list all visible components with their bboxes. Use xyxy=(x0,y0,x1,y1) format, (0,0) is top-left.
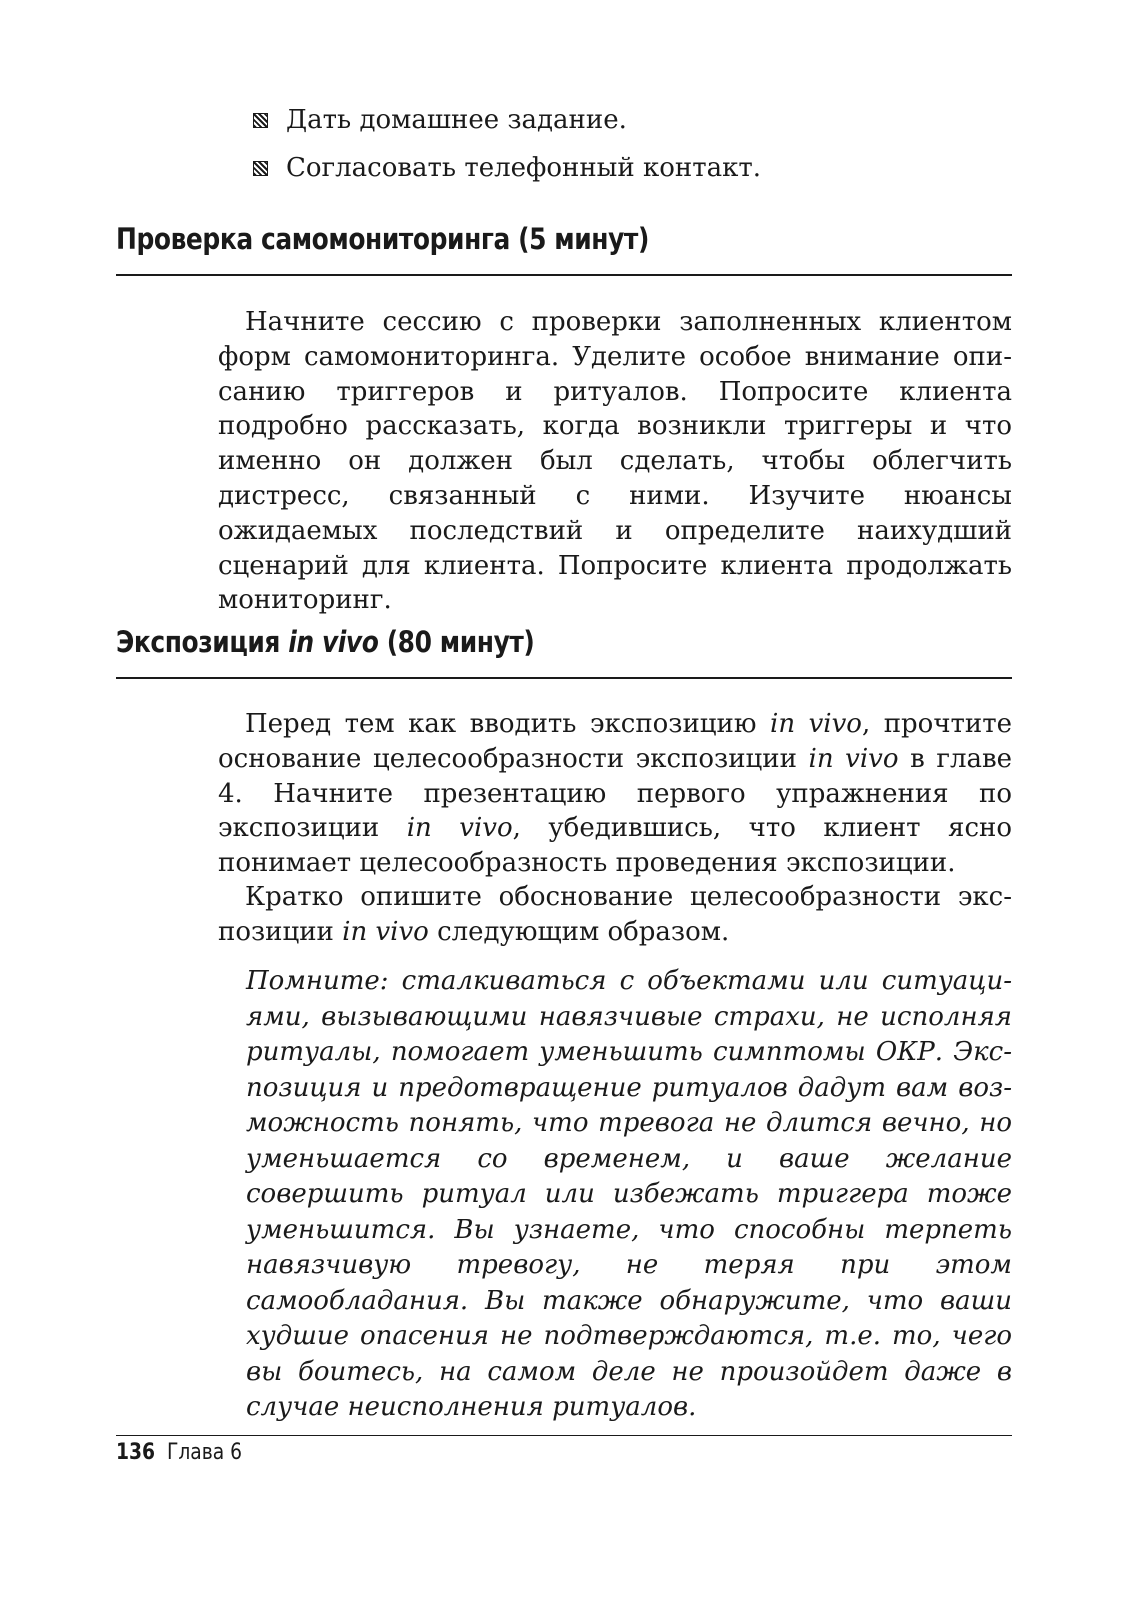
heading-rule xyxy=(116,677,1012,679)
text-run: следующим образом. xyxy=(428,916,730,947)
text-run: в главе 4. Начните презентацию первого упражнения по экспозиции xyxy=(218,743,1012,844)
square-bullet-icon xyxy=(253,161,268,176)
heading-italic-text: in vivo xyxy=(288,625,379,659)
text-run: Перед тем как вводить экспозицию xyxy=(245,709,771,739)
footer-rule xyxy=(116,1435,1012,1436)
page-number: 136 xyxy=(116,1440,156,1465)
text-run: , прочтите основание целесообразности экспозиции xyxy=(218,709,1013,774)
heading-rule xyxy=(116,274,1012,276)
page-footer xyxy=(116,1440,242,1465)
list-item-text: Дать домашнее задание. xyxy=(286,105,627,135)
heading-text: Экспозиция xyxy=(116,625,289,659)
section-heading-exposure xyxy=(116,625,887,659)
italic-term: in vivo xyxy=(342,916,429,947)
rationale-quote: Помните: сталкиваться с объектами или ситуациями, вызывающими навязчивые страхи, не исполняя ритуалы, помогает уменьшить симптомы ОКР. Экспозиция и предотвращение ритуалов дадут вам возможность понять, что тревога не длится вечно, но уменьшается со временем, и ваше желание совершить ритуал или избежать триггера тоже уменьшится. Вы узнаете, что способны терпеть навязчивую тревогу, не теряя при этом самообладания. Вы также обнаружите, что ваши худшие опасения не подтверждаются, т.е. то, чего вы боитесь, на самом деле не произойдет даже в случае неисполнения ритуалов. xyxy=(246,966,1012,1422)
italic-term: in vivo xyxy=(406,813,513,844)
list-item xyxy=(253,144,1013,192)
text-run: , убедившись, что клиент ясно понимает целесообразность проведения экспозиции. xyxy=(218,813,1012,879)
exposure-paragraph-2 xyxy=(218,880,1012,950)
italic-term: in vivo xyxy=(808,743,899,774)
section-heading-self-monitoring: Проверка самомониторинга (5 минут) xyxy=(116,222,649,256)
list-item xyxy=(253,96,1013,144)
list-item-text: Согласовать телефонный контакт. xyxy=(286,153,761,183)
text-run: Кратко опишите обоснование целесообразности экспозиции xyxy=(218,882,1012,947)
heading-text: (80 минут) xyxy=(378,625,535,659)
bullet-list xyxy=(253,96,1013,192)
exposure-paragraph-1 xyxy=(218,707,1012,881)
italic-term: in vivo xyxy=(770,709,862,739)
self-monitoring-paragraph: Начните сессию с проверки заполненных клиентом форм самомониторинга. Уделите особое внимание описанию триггеров и ритуалов. Попросите клиента подробно рассказать, когда возникли триггеры и что именно он должен был сделать, чтобы облегчить дистресс, связанный с ними. Изучите нюансы ожидаемых последствий и определите наихудший сценарий для клиента. Попросите клиента продолжать мониторинг. xyxy=(218,307,1012,616)
chapter-label: Глава 6 xyxy=(166,1440,243,1465)
square-bullet-icon xyxy=(253,113,268,128)
